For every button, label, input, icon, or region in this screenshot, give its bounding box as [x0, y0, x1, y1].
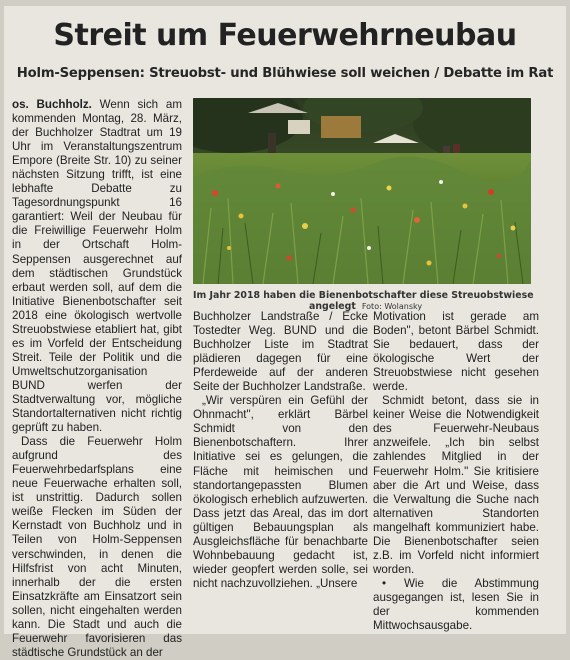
body-paragraph-5: Motivation ist gerade am Boden", betont Bärbel Schmidt. Sie bedauert, dass der ökologische Wert der Streuobstwiese nicht gesehen werde. — [373, 310, 539, 394]
dateline: os. Buchholz. — [12, 98, 92, 111]
article-column-1 — [12, 98, 182, 660]
photo-credit: Foto: Wolansky — [361, 302, 423, 311]
article-column-3 — [373, 310, 539, 633]
lead-paragraph — [12, 98, 182, 435]
article-headline: Streit um Feuerwehrneubau — [53, 18, 517, 53]
meadow-photo-image — [193, 98, 531, 284]
photo-caption-text-end: angelegt — [309, 301, 356, 312]
article-column-2 — [193, 310, 368, 591]
photo-caption — [193, 290, 539, 312]
newspaper-page — [4, 6, 566, 659]
body-paragraph-6: Schmidt betont, dass sie in keiner Weise die Notwendigkeit des Feuerwehr-Neubaus anzweifele. „Ich bin selbst zahlendes Mitglied in der Feuerwehr Holm." Sie kritisiere aber die Art und Weise, dass die Verwaltung die Suche nach alternativen Standorten mangelhaft kommuniziert habe. Die Bienenbotschafter seien z.B. im Vorfeld nicht informiert worden. — [373, 394, 539, 576]
body-paragraph-2: Dass die Feuerwehr Holm aufgrund des Feuerwehrbedarfsplans eine neue Feuerwache erhalten soll, ist unstrittig. Dadurch sollen weiße Flecken im Süden der Kernstadt von Buchholz und in Teilen von Holm-Seppensen verschwinden, in denen die Hilfsfrist von acht Minuten, innerhalb der die ersten Einsatzkräfte am Einsatzort sein sollen, nicht eingehalten werden kann. Die Stadt und auch die Feuerwehr favorisieren das städtische Grundstück an der — [12, 435, 182, 659]
photo-caption-text: Im Jahr 2018 haben die Bienenbotschafter diese Streuobstwiese — [193, 290, 534, 301]
body-paragraph-4: „Wir verspüren ein Gefühl der Ohnmacht", erklärt Bärbel Schmidt von den Bienenbotschaftern. Ihrer Initiative sei es gelungen, die Fläche mit heimischen und standortangepassten Blumen ökologisch erheblich aufzuwerten. Dass jetzt das Areal, das im dort gültigen Bebauungsplan als Ausgleichsfläche für benachbarte Wohnbebauung gedacht ist, wieder geopfert werden solle, sei nicht nachzuvollziehen. „Unsere — [193, 394, 368, 590]
body-paragraph-1: Wenn sich am kommenden Montag, 28. März, der Buchholzer Stadtrat um 19 Uhr im Veranstaltungszentrum Empore (Breite Str. 10) zu seiner nächsten Sitzung trifft, ist eine lebhafte Debatte zu Tagesordnungspunkt 16 garantiert: Weil der Neubau für die Freiwillige Feuerwehr Holm in der Ortschaft Holm-Seppensen ausgerechnet auf dem städtischen Grundstück erbaut werden soll, auf dem die Initiative Bienenbotschafter seit 2018 eine ökologisch wertvolle Streuobstwiese etabliert hat, gibt es im Vorfeld der Entscheidung Streit. Teile der Politik und die Umweltschutzorganisation BUND werfen der Stadtverwaltung vor, mögliche Standortalternativen nicht richtig geprüft zu haben. — [12, 98, 182, 435]
body-paragraph-7: • Wie die Abstimmung ausgegangen ist, lesen Sie in der kommenden Mittwochsausgabe. — [373, 576, 539, 633]
article-photo — [193, 98, 531, 284]
article-subheadline: Holm-Seppensen: Streuobst- und Blühwiese soll weichen / Debatte im Rat — [16, 66, 554, 81]
body-paragraph-3: Buchholzer Landstraße / Ecke Tostedter Weg. BUND und die Buchholzer Liste im Stadtrat plädieren dagegen für eine Pferdeweide auf der anderen Seite der Buchholzer Landstraße. — [193, 310, 368, 394]
